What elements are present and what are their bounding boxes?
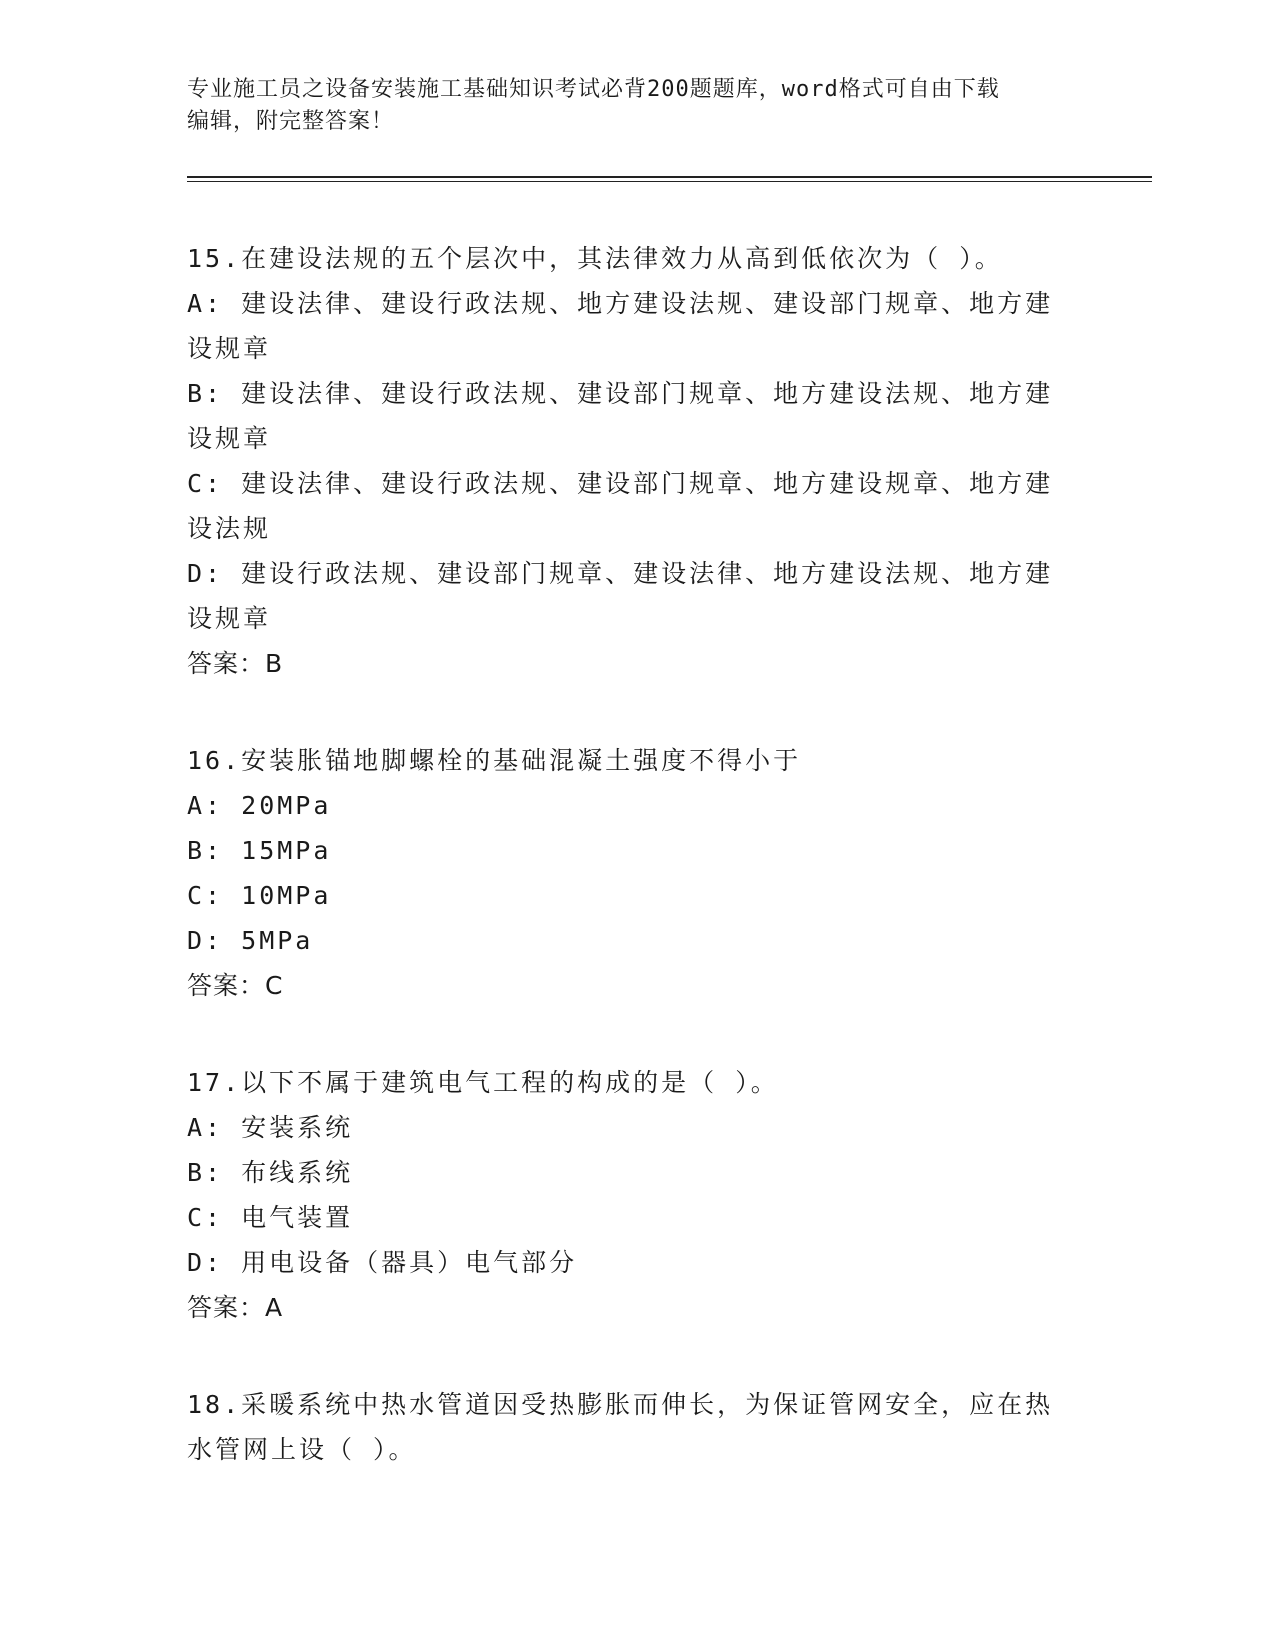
question-17 — [187, 1060, 1077, 1330]
answer: 答案：B — [187, 649, 284, 678]
option-d: D: 5MPa — [187, 926, 314, 955]
question-15 — [187, 236, 1077, 686]
header-rule-thick — [187, 176, 1152, 178]
option-a: A: 建设法律、建设行政法规、地方建设法规、建设部门规章、地方建设规章 — [187, 289, 1054, 363]
option-c: C: 电气装置 — [187, 1203, 354, 1232]
option-c: C: 建设法律、建设行政法规、建设部门规章、地方建设规章、地方建设法规 — [187, 469, 1054, 543]
option-d: D: 建设行政法规、建设部门规章、建设法律、地方建设法规、地方建设规章 — [187, 559, 1054, 633]
answer: 答案：C — [187, 971, 284, 1000]
header-rule-thin — [187, 181, 1152, 182]
header-line-2: 编辑，附完整答案！ — [187, 109, 395, 134]
question-16 — [187, 738, 1077, 1008]
document-header — [187, 74, 1067, 138]
option-b: B: 15MPa — [187, 836, 332, 865]
question-stem: 15.在建设法规的五个层次中，其法律效力从高到低依次为（ ）。 — [187, 244, 1003, 273]
option-c: C: 10MPa — [187, 881, 332, 910]
question-stem: 18.采暖系统中热水管道因受热膨胀而伸长，为保证管网安全，应在热水管网上设（ ）。 — [187, 1390, 1054, 1464]
answer: 答案：A — [187, 1293, 284, 1322]
option-b: B: 布线系统 — [187, 1158, 354, 1187]
question-list — [187, 236, 1077, 1524]
option-a: A: 安装系统 — [187, 1113, 354, 1142]
question-stem: 17.以下不属于建筑电气工程的构成的是（ ）。 — [187, 1068, 779, 1097]
option-b: B: 建设法律、建设行政法规、建设部门规章、地方建设法规、地方建设规章 — [187, 379, 1054, 453]
option-a: A: 20MPa — [187, 791, 332, 820]
option-d: D: 用电设备（器具）电气部分 — [187, 1248, 578, 1277]
question-18 — [187, 1382, 1077, 1472]
question-stem: 16.安装胀锚地脚螺栓的基础混凝土强度不得小于 — [187, 746, 802, 775]
header-line-1: 专业施工员之设备安装施工基础知识考试必背200题题库，word格式可自由下载 — [187, 77, 1000, 102]
